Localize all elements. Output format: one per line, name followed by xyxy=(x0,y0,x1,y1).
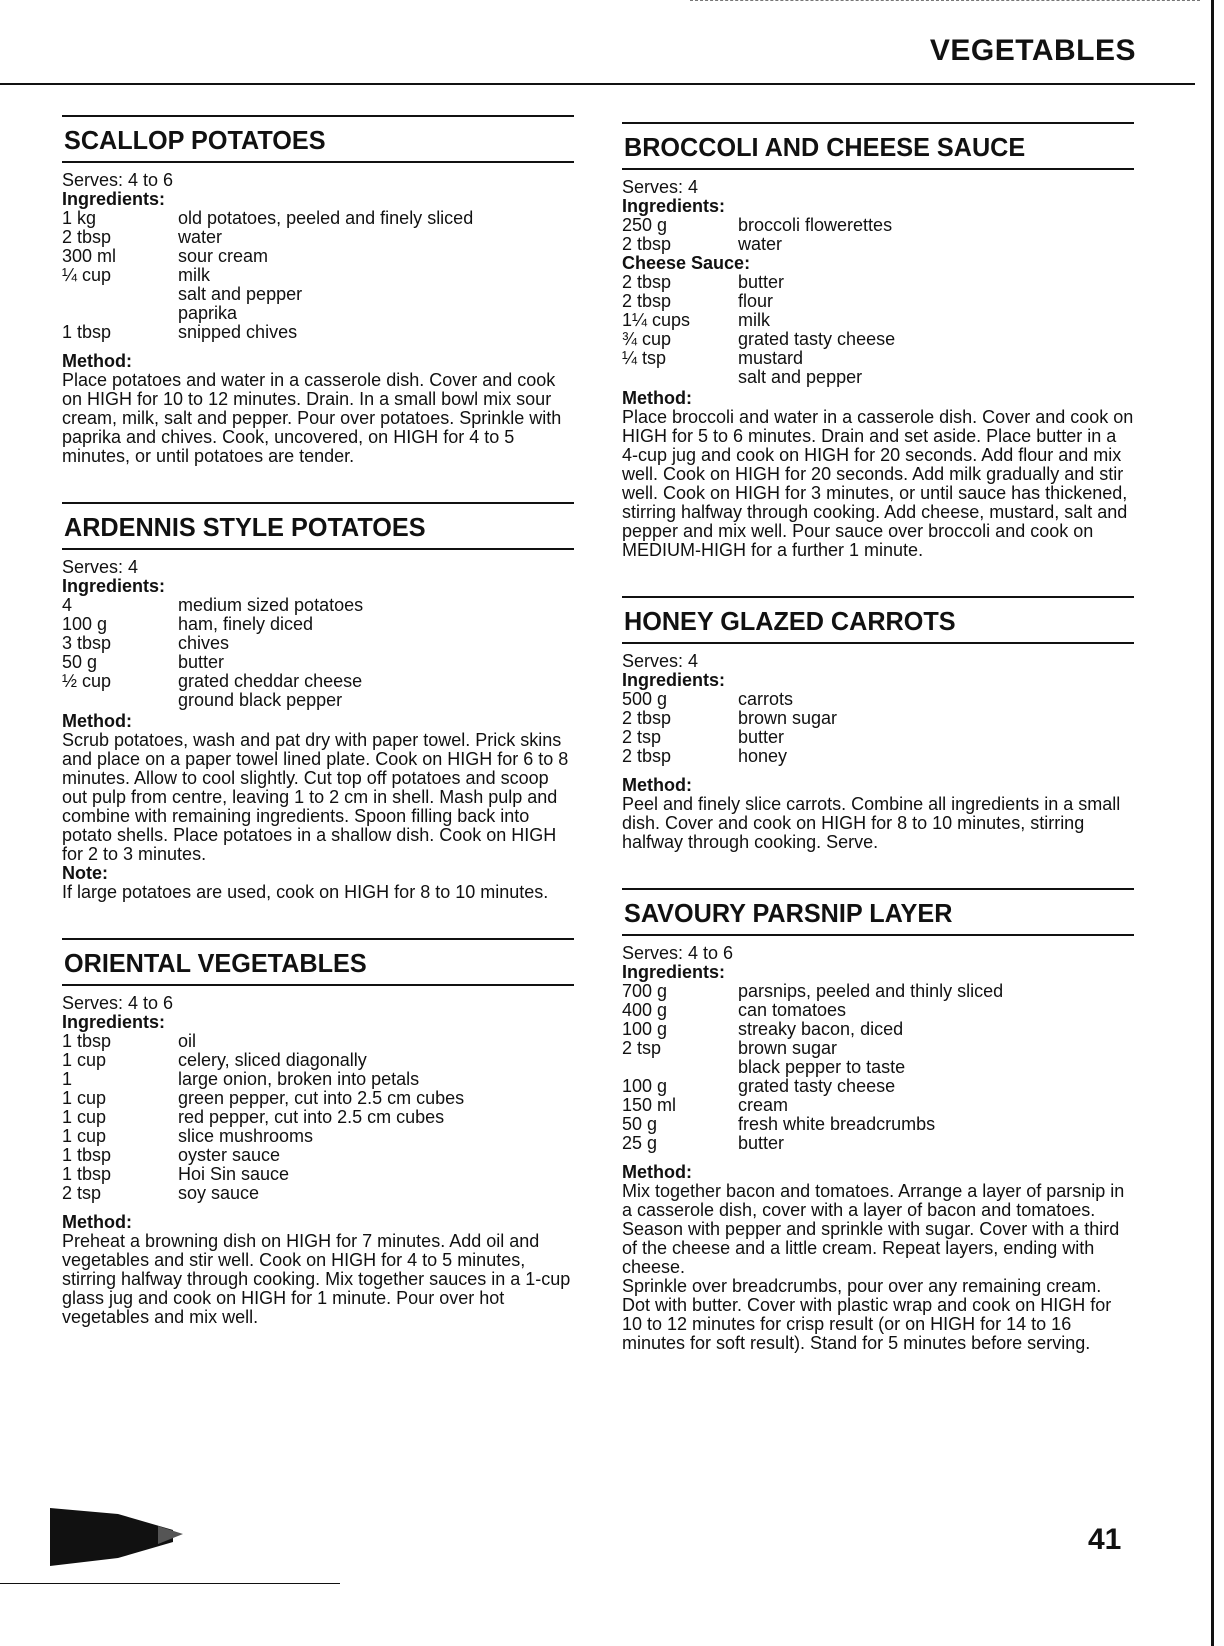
recipe-title: ORIENTAL VEGETABLES xyxy=(64,948,367,978)
ingredient-name: salt and pepper xyxy=(738,367,863,387)
ingredient-list xyxy=(62,1032,574,1203)
ingredient-row xyxy=(622,1134,1134,1153)
ingredient-row xyxy=(622,235,1134,254)
ingredient-row xyxy=(62,1165,574,1184)
ingredient-name: can tomatoes xyxy=(738,1000,847,1020)
ingredient-list xyxy=(62,209,574,342)
method-label: Method: xyxy=(622,1162,692,1182)
ingredient-list xyxy=(622,690,1134,766)
ingredient-name: ham, finely diced xyxy=(178,614,314,634)
recipe-title: BROCCOLI AND CHEESE SAUCE xyxy=(624,132,1026,162)
ingredient-name: large onion, broken into petals xyxy=(178,1069,420,1089)
ingredient-row xyxy=(62,209,574,228)
ingredient-row xyxy=(622,690,1134,709)
cheese-sauce-label: Cheese Sauce: xyxy=(622,253,751,273)
page-edge xyxy=(1211,0,1214,1646)
note-label: Note: xyxy=(62,863,108,883)
ingredient-quantity: 2 tbsp xyxy=(62,227,112,247)
ingredient-quantity: 100 g xyxy=(62,614,108,634)
left-column xyxy=(62,115,574,1327)
ingredient-quantity: 1 tbsp xyxy=(62,1031,112,1051)
ingredient-row xyxy=(622,709,1134,728)
ingredient-row xyxy=(62,1089,574,1108)
ingredient-name: fresh white breadcrumbs xyxy=(738,1114,936,1134)
ingredient-name: water xyxy=(178,227,223,247)
ingredients-label: Ingredients: xyxy=(62,1012,166,1032)
ingredient-name: honey xyxy=(738,746,788,766)
ingredient-name: grated tasty cheese xyxy=(738,1076,896,1096)
ingredient-row xyxy=(622,1077,1134,1096)
ingredient-name: old potatoes, peeled and finely sliced xyxy=(178,208,474,228)
ingredient-name: grated cheddar cheese xyxy=(178,671,363,691)
ingredient-name: paprika xyxy=(178,303,238,323)
ingredient-quantity xyxy=(62,285,178,304)
ingredient-name: butter xyxy=(738,727,785,747)
ingredient-name: black pepper to taste xyxy=(738,1057,906,1077)
ingredients-label: Ingredients: xyxy=(622,670,726,690)
ingredient-row xyxy=(62,1032,574,1051)
ingredient-name: medium sized potatoes xyxy=(178,595,364,615)
ingredients-label: Ingredients: xyxy=(622,196,726,216)
ingredient-row xyxy=(622,1039,1134,1058)
title-rule-bottom xyxy=(622,934,1134,936)
ingredient-quantity: 1 tbsp xyxy=(62,1164,112,1184)
recipe-title: SCALLOP POTATOES xyxy=(64,125,326,155)
ingredient-name: salt and pepper xyxy=(178,284,303,304)
ingredient-name: grated tasty cheese xyxy=(738,329,896,349)
ingredient-row xyxy=(62,323,574,342)
serves: Serves: 4 xyxy=(62,557,139,577)
ingredient-row xyxy=(622,1020,1134,1039)
ingredient-list xyxy=(622,982,1134,1153)
ingredient-row xyxy=(622,1001,1134,1020)
ingredient-name: brown sugar xyxy=(738,708,838,728)
recipe-ardennis-style-potatoes xyxy=(62,502,574,902)
ingredient-quantity: 100 g xyxy=(622,1019,668,1039)
ingredient-quantity: 400 g xyxy=(622,1000,668,1020)
ingredient-quantity: 2 tbsp xyxy=(622,291,672,311)
ingredient-quantity: ¼ tsp xyxy=(622,348,667,368)
ingredient-row xyxy=(62,653,574,672)
ingredient-quantity: 2 tbsp xyxy=(622,234,672,254)
ingredient-quantity: 100 g xyxy=(622,1076,668,1096)
ingredient-row xyxy=(622,1096,1134,1115)
ingredient-row xyxy=(62,304,574,323)
method-text: Peel and finely slice carrots. Combine all ingredients in a small dish. Cover and cook on HIGH for 8 to 10 minutes, stirring halfway through cooking. Serve. xyxy=(622,794,1121,852)
ingredient-name: streaky bacon, diced xyxy=(738,1019,904,1039)
ingredient-quantity: 2 tsp xyxy=(622,1038,662,1058)
ingredients-label: Ingredients: xyxy=(62,189,166,209)
thumb-tab-marker xyxy=(48,1500,188,1570)
ingredient-quantity: 2 tbsp xyxy=(622,272,672,292)
ingredient-name: slice mushrooms xyxy=(178,1126,314,1146)
title-rule-bottom xyxy=(622,642,1134,644)
ingredient-row xyxy=(62,1051,574,1070)
method-text: Preheat a browning dish on HIGH for 7 minutes. Add oil and vegetables and stir well. Cook on HIGH for 4 to 5 minutes, stirring halfway through cooking. Mix together sauces in a 1-cup glass jug and cook on HIGH for 1 minute. Pour over hot vegetables and mix well. xyxy=(62,1231,571,1327)
right-column xyxy=(622,122,1134,1353)
ingredient-list xyxy=(622,216,1134,254)
ingredient-name: chives xyxy=(178,633,230,653)
ingredient-row xyxy=(622,311,1134,330)
ingredient-quantity: 4 xyxy=(62,595,73,615)
ingredient-name: oyster sauce xyxy=(178,1145,281,1165)
ingredient-name: butter xyxy=(738,1133,785,1153)
footer-rule xyxy=(0,1583,340,1584)
ingredient-list xyxy=(62,596,574,710)
ingredient-row xyxy=(622,330,1134,349)
ingredient-row xyxy=(622,216,1134,235)
ingredient-name: celery, sliced diagonally xyxy=(178,1050,367,1070)
recipe-title: ARDENNIS STYLE POTATOES xyxy=(64,512,426,542)
ingredient-row xyxy=(62,596,574,615)
ingredient-row xyxy=(62,247,574,266)
ingredient-name: ground black pepper xyxy=(178,690,343,710)
ingredient-name: snipped chives xyxy=(178,322,298,342)
ingredient-name: cream xyxy=(738,1095,789,1115)
ingredient-quantity: ¾ cup xyxy=(622,329,672,349)
ingredient-quantity: 1 tbsp xyxy=(62,1145,112,1165)
ingredient-quantity: 3 tbsp xyxy=(62,633,112,653)
ingredient-name: flour xyxy=(738,291,774,311)
method-text: Scrub potatoes, wash and pat dry with paper towel. Prick skins and place on a paper towel lined plate. Cook on HIGH for 6 to 8 minutes. Allow to cool slightly. Cut top off potatoes and scoop out pulp from centre, leaving 1 to 2 cm in shell. Mash pulp and combine with remaining ingredients. Spoon filling back into potato shells. Place potatoes in a shallow dish. Cook on HIGH for 2 to 3 minutes. xyxy=(62,730,569,864)
method-text: Place potatoes and water in a casserole dish. Cover and cook on HIGH for 10 to 12 minutes. Drain. In a small bowl mix sour cream, milk, salt and pepper. Pour over potatoes. Sprinkle with paprika and chives. Cook, uncovered, on HIGH for 4 to 5 minutes, or until potatoes are tender. xyxy=(62,370,562,466)
ingredient-row xyxy=(622,349,1134,368)
ingredient-quantity: 1 cup xyxy=(62,1126,107,1146)
ingredient-row xyxy=(62,672,574,691)
ingredient-quantity: 2 tbsp xyxy=(622,746,672,766)
ingredient-row xyxy=(622,368,1134,387)
serves: Serves: 4 to 6 xyxy=(62,993,174,1013)
note-text: If large potatoes are used, cook on HIGH for 8 to 10 minutes. xyxy=(62,882,549,902)
ingredient-quantity: 300 ml xyxy=(62,246,117,266)
ingredient-quantity: 50 g xyxy=(62,652,98,672)
ingredient-row xyxy=(622,292,1134,311)
ingredient-quantity xyxy=(622,1058,738,1077)
serves: Serves: 4 xyxy=(622,177,699,197)
recipe-title: SAVOURY PARSNIP LAYER xyxy=(624,898,953,928)
ingredient-name: water xyxy=(738,234,783,254)
ingredient-quantity: 150 ml xyxy=(622,1095,677,1115)
ingredient-quantity: 1¼ cups xyxy=(622,310,691,330)
header-rule xyxy=(0,83,1195,85)
recipe-savoury-parsnip-layer xyxy=(622,888,1134,1353)
method-text: Place broccoli and water in a casserole dish. Cover and cook on HIGH for 5 to 6 minutes. Drain and set aside. Place butter in a 4-cup jug and cook on HIGH for 20 seconds. Add flour and mix well. Cook on HIGH for 20 seconds. Add milk gradually and stir well. Cook on HIGH for 3 minutes, or until sauce has thickened, stirring halfway through cooking. Add cheese, mustard, salt and pepper and mix well. Pour sauce over broccoli and cook on MEDIUM-HIGH for a further 1 minute. xyxy=(622,407,1134,560)
ingredient-name: sour cream xyxy=(178,246,269,266)
title-rule-top xyxy=(62,938,574,940)
recipe-honey-glazed-carrots xyxy=(622,596,1134,852)
ingredients-label: Ingredients: xyxy=(622,962,726,982)
title-rule-top xyxy=(622,596,1134,598)
ingredient-name: mustard xyxy=(738,348,804,368)
ingredient-quantity xyxy=(62,691,178,710)
recipe-scallop-potatoes xyxy=(62,115,574,466)
recipe-broccoli-and-cheese-sauce xyxy=(622,122,1134,560)
ingredient-row xyxy=(62,228,574,247)
ingredient-quantity xyxy=(622,368,738,387)
method-label: Method: xyxy=(62,1212,132,1232)
ingredient-name: carrots xyxy=(738,689,794,709)
ingredient-quantity: 2 tbsp xyxy=(622,708,672,728)
ingredient-row xyxy=(622,982,1134,1001)
title-rule-bottom xyxy=(62,984,574,986)
page-number: 41 xyxy=(1088,1523,1122,1556)
title-rule-top xyxy=(622,122,1134,124)
ingredient-quantity: 700 g xyxy=(622,981,668,1001)
section-title: VEGETABLES xyxy=(929,34,1136,67)
serves: Serves: 4 to 6 xyxy=(622,943,734,963)
title-rule-top xyxy=(622,888,1134,890)
ingredient-row xyxy=(62,1184,574,1203)
ingredient-row xyxy=(62,634,574,653)
ingredient-quantity: 2 tsp xyxy=(622,727,662,747)
ingredient-quantity: ¼ cup xyxy=(62,265,112,285)
recipe-oriental-vegetables xyxy=(62,938,574,1327)
ingredient-name: green pepper, cut into 2.5 cm cubes xyxy=(178,1088,465,1108)
ingredient-row xyxy=(62,615,574,634)
ingredient-quantity: 2 tsp xyxy=(62,1183,102,1203)
serves: Serves: 4 xyxy=(622,651,699,671)
ingredient-quantity: 1 cup xyxy=(62,1050,107,1070)
method-label: Method: xyxy=(62,351,132,371)
sauce-ingredient-list xyxy=(622,273,1134,387)
ingredient-quantity: 25 g xyxy=(622,1133,658,1153)
title-rule-top xyxy=(62,502,574,504)
ingredient-quantity: 500 g xyxy=(622,689,668,709)
ingredient-row xyxy=(62,1127,574,1146)
title-rule-bottom xyxy=(62,161,574,163)
recipe-title: HONEY GLAZED CARROTS xyxy=(624,606,956,636)
ingredient-name: milk xyxy=(178,265,210,285)
top-edge-dots xyxy=(690,0,1200,1)
ingredient-row xyxy=(62,691,574,710)
ingredient-quantity: 1 tbsp xyxy=(62,322,112,342)
ingredient-name: Hoi Sin sauce xyxy=(178,1164,290,1184)
ingredient-row xyxy=(62,266,574,285)
ingredient-row xyxy=(622,728,1134,747)
ingredients-label: Ingredients: xyxy=(62,576,166,596)
ingredient-name: brown sugar xyxy=(738,1038,838,1058)
title-rule-top xyxy=(62,115,574,117)
ingredient-row xyxy=(622,1058,1134,1077)
method-text: Mix together bacon and tomatoes. Arrange a layer of parsnip in a casserole dish, cover with a layer of bacon and tomatoes. Season with pepper and sprinkle with sugar. Cover with a third of the cheese and a little cream. Repeat layers, ending with cheese. Sprinkle over breadcrumbs, pour over any remaining cream. Dot with butter. Cover with plastic wrap and cook on HIGH for 10 to 12 minutes for crisp result (or on HIGH for 14 to 16 minutes for soft result). Stand for 5 minutes before serving. xyxy=(622,1181,1125,1353)
ingredient-name: broccoli flowerettes xyxy=(738,215,893,235)
ingredient-quantity: 1 cup xyxy=(62,1107,107,1127)
ingredient-quantity: 50 g xyxy=(622,1114,658,1134)
ingredient-name: parsnips, peeled and thinly sliced xyxy=(738,981,1004,1001)
serves: Serves: 4 to 6 xyxy=(62,170,174,190)
method-label: Method: xyxy=(622,388,692,408)
ingredient-name: oil xyxy=(178,1031,197,1051)
ingredient-name: milk xyxy=(738,310,770,330)
ingredient-name: soy sauce xyxy=(178,1183,260,1203)
title-rule-bottom xyxy=(622,168,1134,170)
ingredient-quantity: 250 g xyxy=(622,215,668,235)
ingredient-row xyxy=(62,1108,574,1127)
title-rule-bottom xyxy=(62,548,574,550)
ingredient-quantity: 1 kg xyxy=(62,208,97,228)
ingredient-quantity: 1 xyxy=(62,1069,73,1089)
method-label: Method: xyxy=(62,711,132,731)
ingredient-quantity: 1 cup xyxy=(62,1088,107,1108)
ingredient-quantity: ½ cup xyxy=(62,671,112,691)
method-label: Method: xyxy=(622,775,692,795)
ingredient-name: red pepper, cut into 2.5 cm cubes xyxy=(178,1107,445,1127)
ingredient-row xyxy=(622,1115,1134,1134)
ingredient-row xyxy=(622,273,1134,292)
ingredient-name: butter xyxy=(738,272,785,292)
ingredient-row xyxy=(62,285,574,304)
ingredient-quantity xyxy=(62,304,178,323)
ingredient-name: butter xyxy=(178,652,225,672)
ingredient-row xyxy=(622,747,1134,766)
ingredient-row xyxy=(62,1146,574,1165)
ingredient-row xyxy=(62,1070,574,1089)
